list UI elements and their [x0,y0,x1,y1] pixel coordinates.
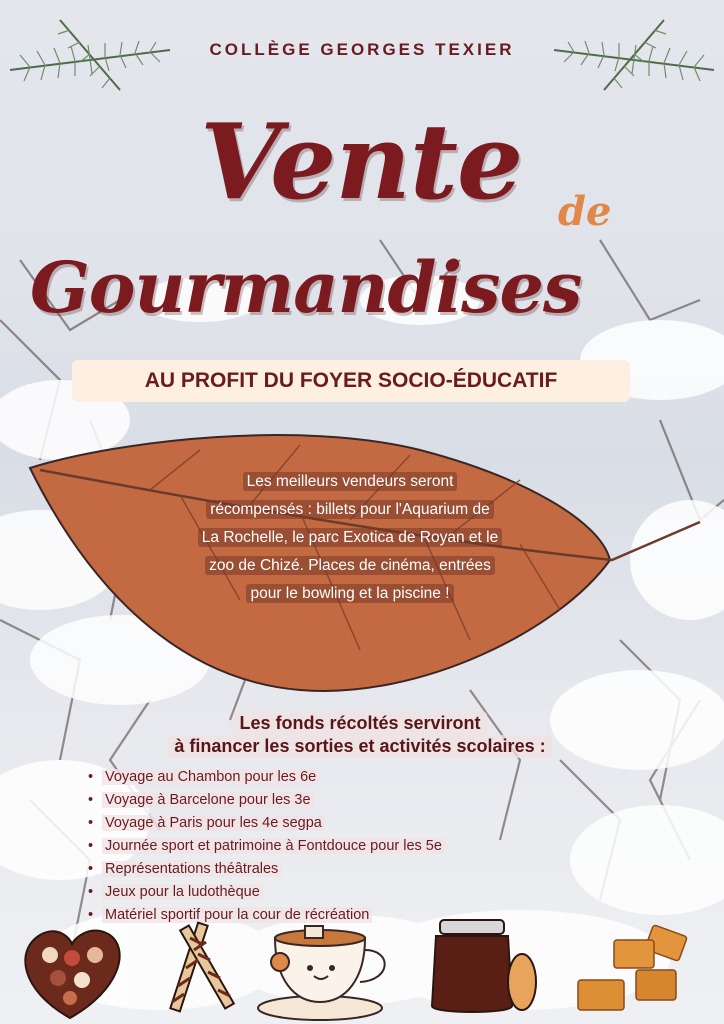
rewards-text [160,468,540,608]
list-item: • Jeux pour la ludothèque [86,881,445,904]
tea-cup-icon [258,926,385,1020]
chocolate-box-icon [25,931,119,1018]
list-item: • Représentations théâtrales [86,858,445,881]
activities-list [86,766,445,927]
wafer-rolls-icon [170,923,233,1012]
rewards-line: Les meilleurs vendeurs seront [243,472,458,491]
list-item: • Voyage au Chambon pour les 6e [86,766,445,789]
list-item: • Matériel sportif pour la cour de récréation [86,904,445,927]
funds-line-1: Les fonds récoltés serviront [233,712,486,735]
title-vente: Vente [200,100,523,223]
title-de: de [558,188,612,235]
list-item: • Voyage à Barcelone pour les 3e [86,789,445,812]
sweets-illustrations [0,910,724,1024]
beneficiary-banner: AU PROFIT DU FOYER SOCIO-ÉDUCATIF [72,360,630,402]
rewards-line: pour le bowling et la piscine ! [246,584,453,603]
funds-line-2: à financer les sorties et activités scolaires : [168,735,551,758]
caramels-icon [578,925,687,1010]
school-name: COLLÈGE GEORGES TEXIER [209,40,515,59]
rewards-line: récompensés : billets pour l'Aquarium de [206,500,494,519]
title-gourmandises: Gourmandises [30,246,582,329]
rewards-line: zoo de Chizé. Places de cinéma, entrées [205,556,495,575]
chocolate-jar-icon [432,920,536,1012]
funds-heading [110,712,610,758]
rewards-line: La Rochelle, le parc Exotica de Royan et le [198,528,502,547]
list-item: • Journée sport et patrimoine à Fontdouce pour les 5e [86,835,445,858]
list-item: • Voyage à Paris pour les 4e segpa [86,812,445,835]
